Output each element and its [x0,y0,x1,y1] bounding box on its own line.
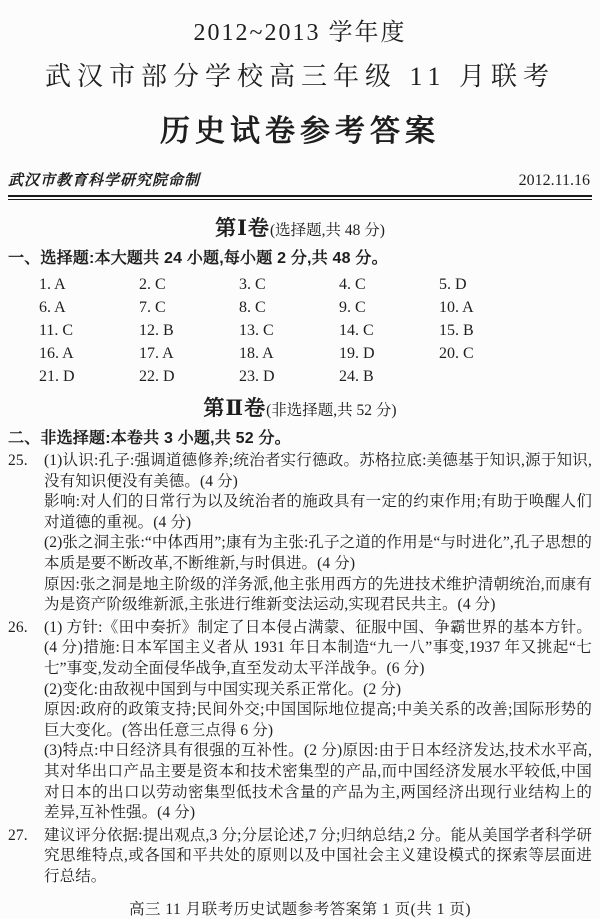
section1-intro: 一、选择题:本大题共 24 小题,每小题 2 分,共 48 分。 [8,250,388,267]
answer-text: (3)特点:中日经济具有很强的互补性。(2 分)原因:由于日本经济发达,技术水平高,其对华出口产品主要是资本和技术密集型的产品,而中国经济发展水平较低,中国对日本的出口以劳动密集型低技术含量的产品为主,两国经济出现行业结构上的差异,互补性强。(4 分) [44,742,592,822]
meta-row [8,169,592,195]
answer-item: 12. B [139,322,174,339]
answer-paragraph [8,680,592,701]
answer-item: 10. A [439,299,474,316]
answer-text: (2)变化:由敌视中国到与中国实现关系正常化。(2 分) [44,680,402,698]
section1-title: 第Ⅰ卷 [215,216,270,240]
answer-item: 4. C [339,276,366,293]
answer-item: 7. C [139,299,166,316]
answer-text: (1) 方针:《田中奏折》制定了日本侵占满蒙、征服中国、争霸世界的基本方针。(4 分)措施:日本军国主义者从 1931 年日本制造“九一八”事变,1937 年又挑起“七七”事变,发动全面侵华战争,直至发动太平洋战争。(6 分) [44,618,592,677]
section1-title-note: (选择题,共 48 分) [269,222,385,239]
answer-paragraph [8,533,592,574]
answer-paragraph [8,618,592,680]
question-number: 25. [8,452,28,469]
section1-heading [8,215,592,244]
answer-item: 17. A [139,345,174,362]
answer-paragraph [8,575,592,616]
answer-item: 14. C [339,322,374,339]
answer-paragraph [8,492,592,533]
answer-item: 11. C [39,322,74,339]
answer-text: 影响:对人们的日常行为以及统治者的施政具有一定的约束作用;有助于唤醒人们对道德的重视。(4 分) [44,493,592,531]
answer-item: 23. D [239,368,275,385]
issuer-label: 武汉市教育科学研究院命制 [8,173,201,189]
choice-answer-grid [39,273,592,388]
answer-text: (2)张之洞主张:“中体西用”;康有为主张:孔子之道的作用是“与时进化”,孔子思想的本质是要不断改革,不断维新,与时俱进。(4 分) [44,534,592,572]
section2-intro: 二、非选择题:本卷共 3 小题,共 52 分。 [8,430,291,447]
answer-item: 21. D [39,368,75,385]
answer-text: 原因:张之洞是地主阶级的洋务派,他主张用西方的先进技术维护清朝统治,而康有为是资产阶级维新派,主张进行维新变法运动,实现君民共主。(4 分) [44,575,592,614]
answer-item: 13. C [239,322,274,339]
answer-paragraph [8,451,592,492]
question-27-answer [8,826,592,888]
answer-item: 15. B [439,322,474,339]
answer-text: 原因:政府的政策支持;民间外交;中国国际地位提高;中美关系的改善;国际形势的巨大变化。(答出任意三点得 6 分) [44,701,592,739]
title-school-year: 2012~2013 学年度 [193,20,407,46]
answer-item: 6. A [39,299,66,316]
answer-item: 24. B [339,368,374,385]
answer-item: 3. C [239,276,266,293]
answer-item: 18. A [239,345,274,362]
answer-text: (1)认识:孔子:强调道德修养;统治者实行德政。苏格拉底:美德基于知识,源于知识,没有知识便没有美德。(4 分) [44,452,592,490]
answer-item: 16. A [39,345,74,362]
answer-item: 5. D [439,276,467,293]
answer-item: 2. C [139,276,166,293]
answer-paragraph [8,741,592,823]
issue-date: 2012.11.16 [518,172,590,189]
answer-item: 8. C [239,299,266,316]
question-25-answer [8,451,592,616]
section2-title-note: (非选择题,共 52 分) [266,402,397,419]
title-exam-name: 武汉市部分学校高三年级 11 月联考 [44,62,556,91]
section2-heading [8,395,592,424]
answer-item: 22. D [139,368,175,385]
answer-item: 20. C [439,345,474,362]
answer-paragraph [8,826,592,888]
answer-paragraph [8,700,592,741]
question-number: 27. [8,826,28,844]
title-subject: 历史试卷参考答案 [160,115,440,148]
section2-title: 第Ⅱ卷 [203,396,267,420]
answer-text: 建议评分依据:提出观点,3 分;分层论述,7 分;归纳总结,2 分。能从美国学者科学研究思维特点,或各国和平共处的原则以及中国社会主义建设模式的探索等层面进行总结。 [44,826,592,885]
question-number: 26. [8,618,28,636]
header-divider [8,195,592,200]
question-26-answer [8,618,592,824]
answer-item: 1. A [39,276,66,293]
answer-item: 9. C [339,299,366,316]
page-footer: 高三 11 月联考历史试题参考答案第 1 页(共 1 页) [129,901,471,919]
answer-item: 19. D [339,345,375,362]
